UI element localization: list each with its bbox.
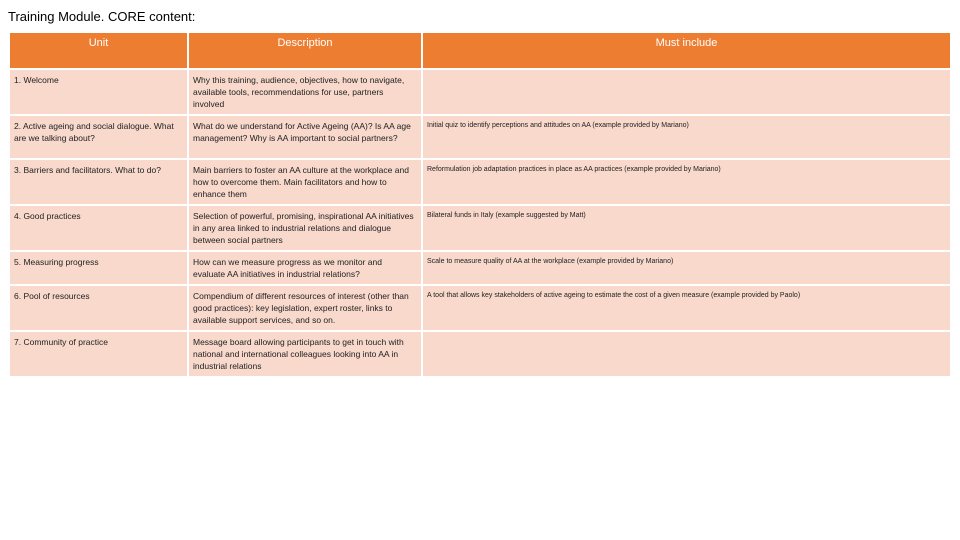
table-row: [10, 332, 950, 376]
must-include-cell: Initial quiz to identify perceptions and attitudes on AA (example provided by Mariano): [423, 116, 950, 158]
unit-cell: 4. Good practices: [10, 206, 187, 250]
table-row: [10, 252, 950, 284]
must-include-cell: Bilateral funds in Italy (example suggested by Matt): [423, 206, 950, 250]
must-include-cell: A tool that allows key stakeholders of active ageing to estimate the cost of a given measure (example provided by Paolo): [423, 286, 950, 330]
description-cell: Compendium of different resources of interest (other than good practices): key legislation, expert roster, links to available support services, and so on.: [189, 286, 421, 330]
unit-cell: 6. Pool of resources: [10, 286, 187, 330]
description-cell: Main barriers to foster an AA culture at the workplace and how to overcome them. Main facilitators and how to enhance them: [189, 160, 421, 204]
unit-cell: 5. Measuring progress: [10, 252, 187, 284]
must-include-cell: [423, 70, 950, 114]
table-row: [10, 160, 950, 204]
description-cell: How can we measure progress as we monitor and evaluate AA initiatives in industrial relations?: [189, 252, 421, 284]
unit-cell: 1. Welcome: [10, 70, 187, 114]
table-header-row: [10, 33, 950, 68]
column-header-unit: Unit: [10, 33, 187, 68]
table-row: [10, 70, 950, 114]
description-cell: Why this training, audience, objectives, how to navigate, available tools, recommendations for use, partners involved: [189, 70, 421, 114]
must-include-cell: Reformulation job adaptation practices in place as AA practices (example provided by Mariano): [423, 160, 950, 204]
unit-cell: 2. Active ageing and social dialogue. What are we talking about?: [10, 116, 187, 158]
column-header-must-include: Must include: [423, 33, 950, 68]
description-cell: Selection of powerful, promising, inspirational AA initiatives in any area linked to industrial relations and dialogue between social partners: [189, 206, 421, 250]
must-include-cell: Scale to measure quality of AA at the workplace (example provided by Mariano): [423, 252, 950, 284]
core-content-table: [8, 31, 952, 378]
unit-cell: 7. Community of practice: [10, 332, 187, 376]
slide-title: Training Module. CORE content:: [8, 9, 196, 24]
description-cell: Message board allowing participants to get in touch with national and international colleagues looking into AA in industrial relations: [189, 332, 421, 376]
column-header-description: Description: [189, 33, 421, 68]
table-row: [10, 206, 950, 250]
must-include-cell: [423, 332, 950, 376]
description-cell: What do we understand for Active Ageing (AA)? Is AA age management? Why is AA important to social partners?: [189, 116, 421, 158]
table-row: [10, 286, 950, 330]
unit-cell: 3. Barriers and facilitators. What to do?: [10, 160, 187, 204]
table-row: [10, 116, 950, 158]
